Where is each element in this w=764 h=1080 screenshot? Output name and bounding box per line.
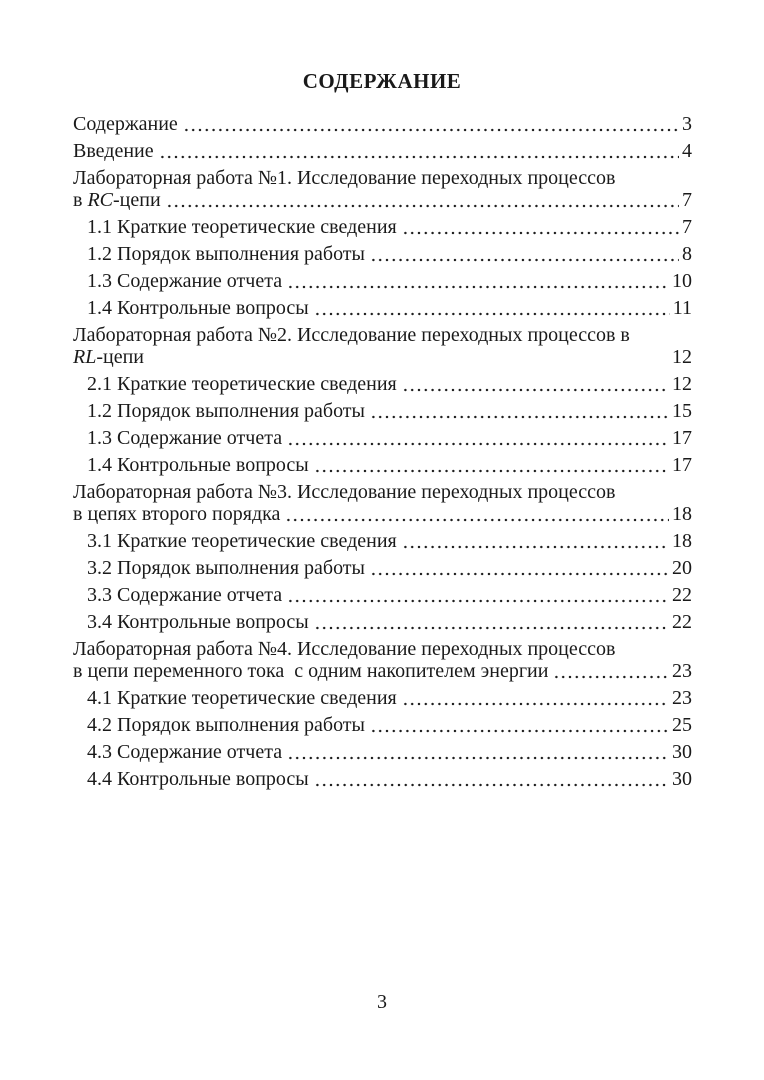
toc-entry-line: [87, 216, 692, 238]
toc-entry-line: [87, 714, 692, 736]
toc-entry-text: [87, 270, 282, 292]
toc-entry: [73, 373, 692, 395]
dot-leader: [314, 469, 669, 473]
toc-entry: [73, 454, 692, 476]
toc-entry-text: [87, 243, 365, 265]
toc-entry: [73, 427, 692, 449]
toc-entry: [73, 243, 692, 265]
toc-entry-text-segment: Лабораторная работа №1. Исследование переходных процессов: [73, 167, 616, 189]
toc-entry-page-number: 15: [672, 400, 692, 422]
toc-entry: [73, 297, 692, 319]
toc-entry-text-segment: 1.2 Порядок выполнения работы: [87, 400, 365, 422]
toc-entry-text: [87, 768, 309, 790]
toc-entry: [73, 530, 692, 552]
toc-entry-text-segment: в: [73, 189, 88, 211]
toc-entry-line: [87, 557, 692, 579]
toc-entry-line: [73, 638, 692, 660]
toc-entry-text-segment: 3.3 Содержание отчета: [87, 584, 283, 606]
toc-entry-page-number: 25: [672, 714, 692, 736]
dot-leader: [159, 155, 679, 159]
toc-entry-page-number: 18: [672, 530, 692, 552]
toc-entry-text: [87, 611, 309, 633]
dot-leader: [183, 128, 679, 132]
toc-entry-text: [87, 530, 397, 552]
toc-entry-text: [87, 400, 365, 422]
toc-entry-text: [73, 324, 664, 368]
dot-leader: [402, 388, 669, 392]
toc-entry-page-number: 22: [672, 611, 692, 633]
dot-leader: [402, 702, 669, 706]
toc-entry-line: [87, 768, 692, 790]
toc-entry: [73, 270, 692, 292]
toc-entry-text-segment: -цепи: [113, 189, 161, 211]
toc-entry-text-segment: Содержание: [73, 113, 178, 135]
toc-entry-text-segment: 1.1 Краткие теоретические сведения: [87, 216, 397, 238]
toc-entry-text-segment: 4.1 Краткие теоретические сведения: [87, 687, 397, 709]
page-footer: [0, 991, 764, 1013]
toc-entry-line: [73, 660, 692, 682]
toc-entry-text-segment: 4.4 Контрольные вопросы: [87, 768, 309, 790]
toc-entry-line: [73, 167, 692, 189]
toc-entry-text-italic: RL: [73, 346, 97, 368]
toc-entry-text-segment: 4.3 Содержание отчета: [87, 741, 283, 763]
toc-entry-page-number: 4: [682, 140, 692, 162]
toc-entry-line: [73, 140, 692, 162]
dot-leader: [287, 599, 669, 603]
toc-entry-text: [73, 638, 615, 660]
toc-entry-page-number: 17: [672, 454, 692, 476]
toc-entry: [73, 741, 692, 763]
toc-entry: [73, 324, 692, 368]
toc-entry: [73, 611, 692, 633]
toc-entry-page-number: 7: [682, 216, 692, 238]
toc-entry-text-segment: Введение: [73, 140, 154, 162]
dot-leader: [285, 518, 669, 522]
toc-entry-text-segment: 1.4 Контрольные вопросы: [87, 297, 309, 319]
toc-entry-line: [87, 687, 692, 709]
toc-entry-text-segment: 1.4 Контрольные вопросы: [87, 454, 309, 476]
dot-leader: [314, 312, 670, 316]
toc-entry-text: [87, 427, 282, 449]
toc-entry: [73, 557, 692, 579]
toc-entry-text-segment: 1.3 Содержание отчета: [87, 270, 283, 292]
toc-entry-line: [73, 481, 692, 503]
toc-entry-line: [87, 400, 692, 422]
toc-entry-page-number: 17: [672, 427, 692, 449]
toc-entry-text: [87, 741, 282, 763]
toc-entry-page-number: 10: [672, 270, 692, 292]
toc-entry-page-number: 7: [682, 189, 692, 211]
dot-leader: [402, 231, 679, 235]
toc-list: [73, 113, 692, 790]
toc-entry-text: [73, 167, 615, 189]
toc-entry-text: [87, 687, 397, 709]
toc-entry-line: [87, 741, 692, 763]
toc-entry-page-number: 30: [672, 768, 692, 790]
toc-entry: [73, 714, 692, 736]
toc-entry-text: [87, 557, 365, 579]
toc-entry-page-number: 12: [672, 346, 692, 368]
toc-entry-line: [87, 530, 692, 552]
dot-leader: [314, 626, 669, 630]
dot-leader: [287, 285, 669, 289]
toc-entry-line: [87, 584, 692, 606]
toc-entry-line: [87, 427, 692, 449]
toc-entry-page-number: 23: [672, 660, 692, 682]
toc-entry-text-segment: 3.2 Порядок выполнения работы: [87, 557, 365, 579]
dot-leader: [370, 258, 679, 262]
toc-entry-line: [87, 270, 692, 292]
toc-entry-line: [87, 297, 692, 319]
dot-leader: [553, 675, 669, 679]
toc-entry-text: [73, 140, 154, 162]
dot-leader: [370, 415, 669, 419]
toc-entry-line: [73, 189, 692, 211]
toc-entry: [73, 481, 692, 525]
toc-entry: [73, 113, 692, 135]
toc-entry-line: [73, 113, 692, 135]
toc-entry-page-number: 30: [672, 741, 692, 763]
toc-entry-text-italic: RC: [87, 189, 114, 211]
toc-entry: [73, 167, 692, 211]
toc-entry-text: [87, 373, 397, 395]
toc-entry-text-segment: 3.4 Контрольные вопросы: [87, 611, 309, 633]
toc-entry-line: [87, 454, 692, 476]
toc-entry-text-segment: 4.2 Порядок выполнения работы: [87, 714, 365, 736]
toc-entry-text: [73, 189, 161, 211]
toc-entry: [73, 584, 692, 606]
toc-entry-text-segment: -цепи: [96, 346, 144, 368]
dot-leader: [166, 204, 679, 208]
toc-entry-text: [73, 503, 280, 525]
toc-entry-text-segment: 3.1 Краткие теоретические сведения: [87, 530, 397, 552]
toc-entry-text-segment: в цепи переменного тока с одним накопителем энергии: [73, 660, 549, 682]
toc-entry-text-segment: Лабораторная работа №2. Исследование переходных процессов в: [73, 324, 635, 346]
toc-entry: [73, 216, 692, 238]
toc-entry: [73, 768, 692, 790]
toc-entry-line: [87, 243, 692, 265]
dot-leader: [370, 572, 669, 576]
toc-entry: [73, 638, 692, 682]
footer-page-number: 3: [377, 991, 387, 1013]
toc-entry-page-number: 18: [672, 503, 692, 525]
dot-leader: [287, 756, 669, 760]
toc-entry-text: [87, 454, 309, 476]
toc-entry-text: [87, 714, 365, 736]
toc-entry-page-number: 8: [682, 243, 692, 265]
toc-title: СОДЕРЖАНИЕ: [302, 69, 462, 93]
toc-entry: [73, 140, 692, 162]
toc-entry-line: [87, 373, 692, 395]
toc-entry-line: [73, 503, 692, 525]
toc-entry-page-number: 11: [672, 297, 692, 319]
dot-leader: [402, 545, 669, 549]
toc-entry: [73, 687, 692, 709]
dot-leader: [287, 442, 669, 446]
toc-entry-text: [87, 297, 309, 319]
toc-entry-text-segment: в цепях второго порядка: [73, 503, 281, 525]
toc-entry-text: [73, 113, 178, 135]
toc-entry-line: [73, 324, 692, 368]
toc-entry-text: [73, 660, 548, 682]
toc-entry-text-segment: 2.1 Краткие теоретические сведения: [87, 373, 397, 395]
toc-entry: [73, 400, 692, 422]
toc-entry-text: [87, 584, 282, 606]
dot-leader: [370, 729, 669, 733]
dot-leader: [314, 783, 669, 787]
toc-entry-page-number: 22: [672, 584, 692, 606]
toc-entry-page-number: 20: [672, 557, 692, 579]
toc-entry-page-number: 12: [672, 373, 692, 395]
toc-entry-page-number: 3: [682, 113, 692, 135]
toc-entry-line: [87, 611, 692, 633]
toc-entry-text-segment: 1.3 Содержание отчета: [87, 427, 283, 449]
toc-entry-text: [87, 216, 397, 238]
toc-entry-page-number: 23: [672, 687, 692, 709]
toc-entry-text: [73, 481, 615, 503]
toc-entry-text-segment: 1.2 Порядок выполнения работы: [87, 243, 365, 265]
toc-entry-text-segment: Лабораторная работа №3. Исследование переходных процессов: [73, 481, 616, 503]
toc-entry-text-segment: Лабораторная работа №4. Исследование переходных процессов: [73, 638, 616, 660]
